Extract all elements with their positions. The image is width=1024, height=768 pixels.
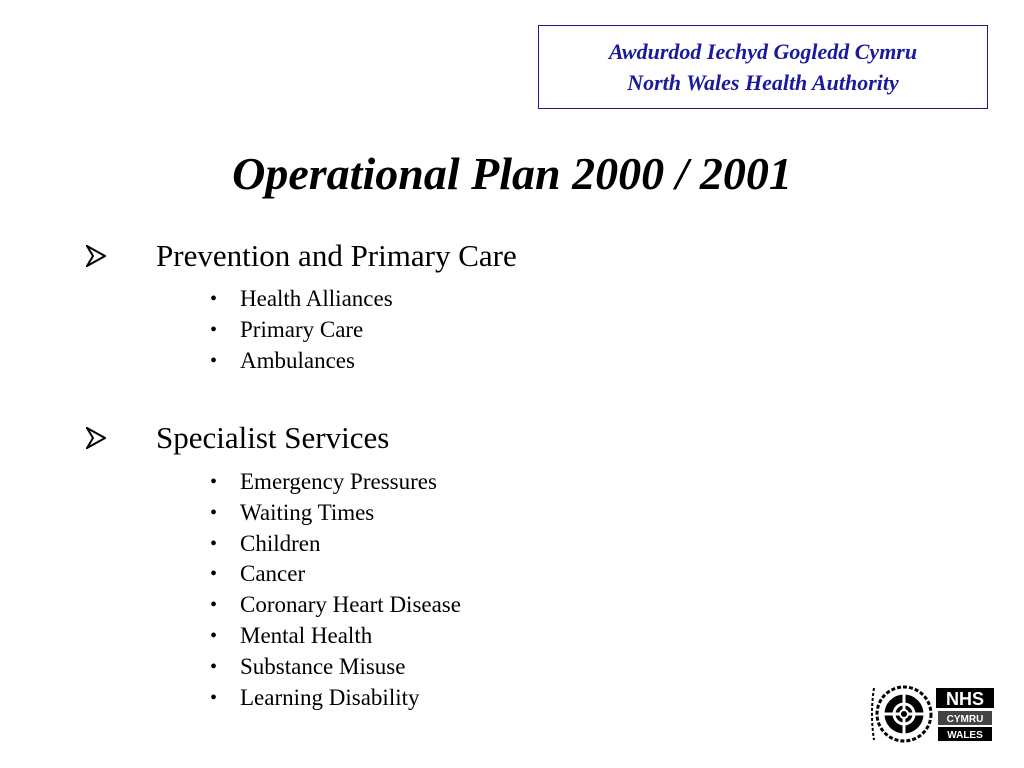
list-item-label: Emergency Pressures: [240, 469, 437, 494]
svg-text:CYMRU: CYMRU: [946, 714, 984, 725]
list-item: [210, 315, 393, 346]
list-item: [210, 559, 461, 590]
svg-text:WALES: WALES: [947, 730, 983, 741]
list-item-label: Cancer: [240, 561, 306, 587]
list-item-label: Mental Health: [240, 622, 373, 648]
list-item-label: Children: [240, 530, 321, 556]
arrow-bullet-icon: [86, 245, 156, 267]
bullet-dot: •: [210, 624, 218, 647]
list-item-label: Ambulances: [240, 347, 355, 373]
svg-text:NHS: NHS: [945, 689, 985, 709]
section-heading: Specialist Services: [156, 420, 390, 455]
nhs-cymru-logo-icon: [866, 680, 998, 748]
bullet-dot: •: [210, 532, 218, 555]
arrow-bullet-icon: [86, 427, 156, 449]
section-heading-row: [86, 420, 389, 456]
section-specialist-services: [86, 420, 389, 456]
organisation-name-box: [538, 25, 988, 109]
organisation-name-english: North Wales Health Authority: [627, 70, 899, 95]
list-item: [210, 467, 461, 498]
list-item: [210, 590, 461, 621]
bullet-dot: •: [210, 349, 218, 372]
section-prevention-primary-care: [86, 238, 517, 274]
list-item: [210, 529, 461, 560]
bullet-dot: •: [210, 686, 218, 709]
list-item: [210, 683, 461, 714]
list-item-label: Primary Care: [240, 316, 364, 342]
bullet-dot: •: [210, 655, 218, 678]
section-item-list: [210, 467, 461, 713]
list-item: [210, 498, 461, 529]
bullet-dot: •: [210, 594, 218, 617]
bullet-dot: •: [210, 318, 218, 341]
bullet-dot: •: [210, 563, 218, 586]
list-item-label: Health Alliances: [240, 286, 393, 311]
list-item-label: Waiting Times: [240, 499, 375, 525]
list-item: [210, 284, 393, 315]
bullet-dot: •: [210, 471, 218, 493]
section-heading: Prevention and Primary Care: [156, 238, 517, 273]
celtic-knot-emblem: [872, 687, 931, 741]
list-item-label: Learning Disability: [240, 684, 420, 710]
list-item: [210, 346, 393, 377]
bullet-dot: •: [210, 288, 218, 310]
list-item: [210, 652, 461, 683]
organisation-name-welsh: Awdurdod Iechyd Gogledd Cymru: [608, 39, 918, 64]
list-item-label: Substance Misuse: [240, 653, 406, 679]
page-title: Operational Plan 2000 / 2001: [232, 148, 792, 199]
section-heading-row: [86, 238, 517, 274]
list-item-label: Coronary Heart Disease: [240, 592, 461, 618]
nhs-wordmark: [936, 685, 994, 743]
section-item-list: [210, 284, 393, 376]
list-item: [210, 621, 461, 652]
bullet-dot: •: [210, 501, 218, 524]
